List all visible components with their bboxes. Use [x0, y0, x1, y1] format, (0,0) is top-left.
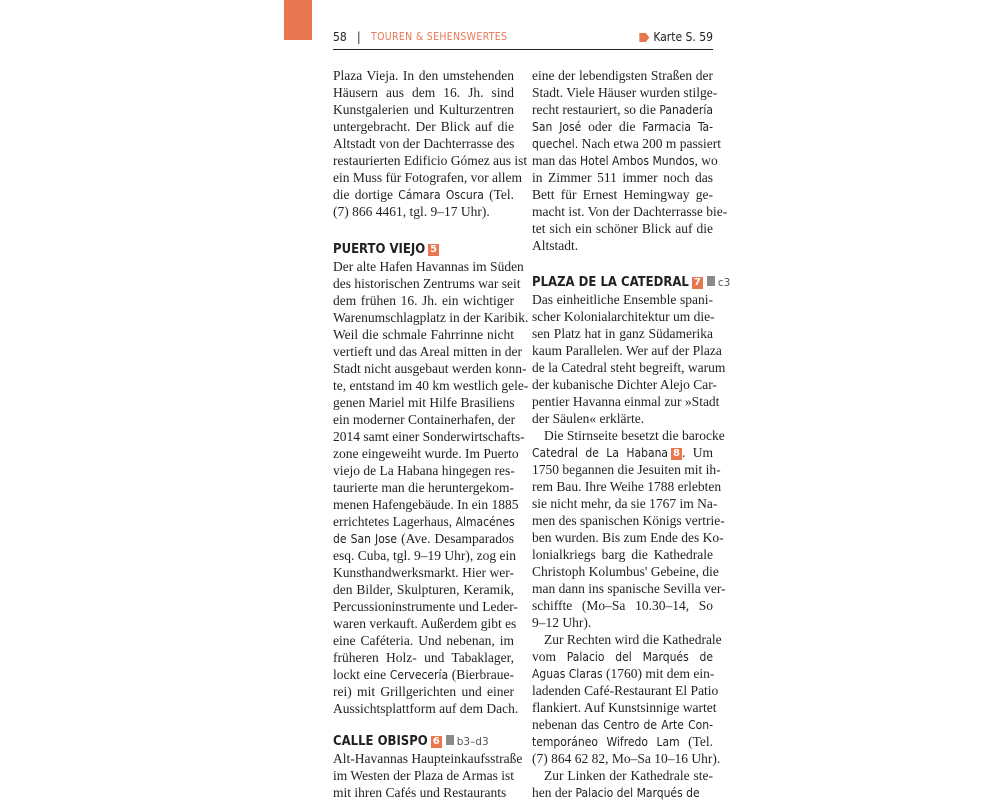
text-segment: 1750 begannen die Jesuiten mit ih-: [532, 462, 721, 477]
text-segment: 2014 samt einer Sonderwirtschafts-: [333, 429, 525, 444]
highlighted-place-name: Panadería: [659, 103, 713, 117]
text-segment: zone eingeweiht wurde. Im Puerto: [333, 446, 519, 461]
text-segment: Zur Linken der Kathedrale ste-: [544, 768, 713, 783]
highlighted-place-name: Farmacia Ta-: [642, 120, 714, 134]
text-segment: eine Caféteria. Und nebenan, im: [333, 633, 514, 648]
text-line: [532, 84, 718, 101]
text-line: [532, 376, 717, 393]
text-segment: recht restauriert, so die: [532, 102, 660, 117]
text-segment: früheren Holz- und Tabaklager,: [333, 650, 514, 665]
text-line: [532, 631, 722, 648]
highlighted-place-name: San José: [532, 120, 582, 134]
text-segment: mit ihren Cafés und Restaurants: [333, 785, 507, 800]
text-segment: Kunsthandwerksmarkt. Hier wer-: [333, 565, 514, 580]
highlighted-place-name: temporáneo Wifredo Lam: [532, 735, 680, 749]
text-line: [532, 308, 713, 325]
text-line: [532, 186, 713, 203]
text-segment: sen Platz hat in ganz Südamerika: [532, 326, 713, 341]
text-line: [333, 394, 514, 411]
text-line: [333, 186, 514, 203]
text-line: [532, 427, 725, 444]
text-line: [532, 152, 718, 169]
page-tab-marker: [284, 0, 312, 40]
text-line: [333, 101, 514, 118]
text-segment: Der alte Hafen Havannas im Süden: [333, 259, 524, 274]
text-line: [333, 169, 522, 186]
text-line: [333, 118, 514, 135]
highlighted-place-name: Cámara Oscura: [398, 188, 484, 202]
text-segment: restaurierten Edificio Gómez aus ist: [333, 153, 528, 168]
highlighted-place-name: Hotel Ambos Mundos: [580, 154, 695, 168]
page-number: 58: [333, 30, 347, 44]
text-segment: Aussichtsplattform auf dem Dach.: [333, 701, 519, 716]
text-segment: nebenan das: [532, 717, 604, 732]
text-segment: de la Catedral steht begreift, warum: [532, 360, 726, 375]
highlighted-place-name: Aguas Claras: [532, 667, 603, 681]
text-line: [532, 495, 718, 512]
text-segment: man dann ins spanische Sevilla ver-: [532, 581, 726, 596]
text-segment: Kunstgalerien und Kulturzentren: [333, 102, 514, 117]
text-segment: waren verkauft. Außerdem gibt es: [333, 616, 517, 631]
text-segment: scher Kolonialarchitektur um die-: [532, 309, 715, 324]
text-segment: kaum Parallelen. Wer auf der Plaza: [532, 343, 722, 358]
text-line: [333, 309, 529, 326]
text-line: [532, 461, 721, 478]
text-segment: hen der: [532, 785, 576, 800]
text-segment: Christoph Kolumbus' Gebeine, die: [532, 564, 719, 579]
text-line: [532, 648, 713, 665]
map-grid-reference: b3–d3: [456, 736, 489, 748]
text-segment: , wo: [694, 153, 718, 168]
text-line: [333, 683, 514, 700]
text-segment: Bett für Ernest Hemingway ge-: [532, 187, 713, 202]
map-reference-text: Karte S. 59: [653, 30, 713, 44]
text-segment: . Um: [682, 445, 714, 460]
text-line: [333, 479, 514, 496]
text-line: [532, 325, 713, 342]
text-segment: der kubanische Dichter Alejo Car-: [532, 377, 717, 392]
text-line: [333, 84, 514, 101]
calle-obispo-heading: [333, 733, 489, 750]
text-line: [333, 275, 521, 292]
text-line: [333, 530, 514, 547]
highlighted-place-name: Centro de Arte Con-: [603, 718, 713, 732]
text-segment: (7) 864 62 82, Mo–Sa 10–16 Uhr).: [532, 751, 721, 766]
text-segment: taurierte man die heruntergekom-: [333, 480, 514, 495]
text-segment: Percussioninstrumente und Leder-: [333, 599, 518, 614]
heading-title: PUERTO VIEJO: [333, 242, 426, 257]
text-line: [532, 699, 717, 716]
text-line: [532, 118, 713, 135]
text-line: [333, 428, 525, 445]
text-segment: (Tel.: [483, 187, 514, 202]
text-line: [333, 203, 514, 220]
text-segment: errichtetes Lagerhaus,: [333, 514, 456, 529]
text-line: [333, 343, 522, 360]
heading-title: PLAZA DE LA CATEDRAL: [532, 275, 689, 290]
text-line: [333, 750, 523, 767]
text-line: [333, 258, 524, 275]
text-segment: pentier Havanna einmal zur »Stadt: [532, 394, 720, 409]
text-line: [532, 529, 724, 546]
arrow-right-icon: [639, 33, 649, 42]
text-line: [532, 512, 725, 529]
text-segment: genen Mariel mit Hilfe Brasiliens: [333, 395, 515, 410]
text-segment: viejo de La Habana hingegen res-: [333, 463, 515, 478]
text-line: [333, 462, 514, 479]
text-segment: dem frühen 16. Jh. ein wichtiger: [333, 293, 514, 308]
section-title: TOUREN & SEHENSWERTES: [371, 31, 508, 43]
text-segment: Häusern aus dem 16. Jh. sind: [333, 85, 514, 100]
text-segment: ladenden Café-Restaurant El Patio: [532, 683, 719, 698]
location-badge: 5: [430, 244, 438, 255]
text-segment: rem Bau. Ihre Weihe 1788 erlebten: [532, 479, 722, 494]
text-line: [532, 359, 726, 376]
text-line: [532, 410, 713, 427]
highlighted-place-name: Almacénes: [455, 515, 515, 529]
text-segment: die dortige: [333, 187, 399, 202]
text-segment: 9–12 Uhr).: [532, 615, 592, 630]
text-line: [532, 716, 713, 733]
text-line: [532, 169, 713, 186]
text-line: [532, 563, 719, 580]
text-line: [532, 67, 713, 84]
text-line: [333, 632, 514, 649]
text-line: [532, 220, 713, 237]
text-segment: vom: [532, 649, 567, 664]
text-line: [333, 360, 527, 377]
text-line: [333, 615, 517, 632]
text-segment: vertieft und das Areal mitten in der: [333, 344, 522, 359]
text-segment: esq. Cuba, tgl. 9–19 Uhr), zog ein: [333, 548, 516, 563]
text-line: [333, 377, 529, 394]
text-line: [532, 682, 719, 699]
highlighted-place-name: Palacio del Marqués de: [575, 786, 700, 800]
text-segment: Plaza Vieja. In den umstehenden: [333, 68, 514, 83]
location-badge: 6: [432, 736, 440, 747]
text-segment: Stadt nicht ausgebaut werden konn-: [333, 361, 527, 376]
text-line: [333, 581, 514, 598]
text-line: [532, 597, 713, 614]
text-segment: Alt-Havannas Haupteinkaufsstraße: [333, 751, 523, 766]
text-segment: Weil die schmale Fahrrinne nicht: [333, 327, 514, 342]
text-line: [333, 666, 514, 683]
text-segment: macht ist. Von der Dachterrasse bie-: [532, 204, 728, 219]
highlighted-place-name: Catedral de La Habana: [532, 446, 669, 460]
text-segment: Stadt. Viele Häuser wurden stilge-: [532, 85, 718, 100]
text-segment: lockt eine: [333, 667, 390, 682]
text-line: [333, 326, 514, 343]
text-line: [333, 547, 514, 564]
text-segment: oder die: [581, 119, 643, 134]
highlighted-place-name: de San Jose: [333, 532, 398, 546]
text-line: [333, 649, 514, 666]
text-line: [333, 152, 528, 169]
text-line: [532, 203, 728, 220]
text-segment: (Tel.: [679, 734, 713, 749]
text-segment: te, entstand im 40 km westlich gele-: [333, 378, 529, 393]
location-badge: 7: [693, 277, 701, 288]
text-segment: schiffte (Mo–Sa 10.30–14, So: [532, 598, 713, 613]
text-segment: Nach etwa 200 m passiert: [578, 136, 722, 151]
text-segment: (7) 866 4461, tgl. 9–17 Uhr).: [333, 204, 490, 219]
highlighted-place-name: quechel.: [532, 137, 579, 151]
header-rule: [333, 49, 713, 50]
text-segment: in Zimmer 511 immer noch das: [532, 170, 713, 185]
text-segment: ben wurden. Bis zum Ende des Ko-: [532, 530, 724, 545]
text-segment: Altstadt von der Dachterrasse des: [333, 136, 515, 151]
highlighted-place-name: Palacio del Marqués de: [566, 650, 713, 664]
text-line: [532, 546, 713, 563]
text-line: [532, 393, 720, 410]
text-segment: des historischen Zentrums war seit: [333, 276, 521, 291]
text-segment: (Ave. Desamparados: [397, 531, 514, 546]
text-segment: lonialkriegs barg die Kathedrale: [532, 547, 713, 562]
text-line: [333, 67, 514, 84]
text-line: [532, 733, 713, 750]
text-segment: Das einheitliche Ensemble spani-: [532, 292, 713, 307]
text-segment: rei) mit Grillgerichten und einer: [333, 684, 514, 699]
text-segment: Die Stirnseite besetzt die barocke: [544, 428, 725, 443]
text-segment: der Säulen« erklärte.: [532, 411, 645, 426]
text-segment: (Bierbraue-: [448, 667, 514, 682]
text-line: [532, 101, 713, 118]
text-line: [333, 767, 514, 784]
text-segment: men des spanischen Königs vertrie-: [532, 513, 725, 528]
text-line: [532, 665, 713, 682]
text-segment: untergebracht. Der Blick auf die: [333, 119, 514, 134]
text-segment: (1760) mit dem ein-: [602, 666, 715, 681]
text-line: [532, 444, 713, 461]
text-line: [333, 496, 519, 513]
running-header: [333, 30, 713, 44]
text-segment: man das: [532, 153, 580, 168]
text-line: [532, 580, 726, 597]
text-segment: Warenumschlagplatz in der Karibik.: [333, 310, 529, 325]
text-line: [333, 411, 514, 428]
text-segment: eine der lebendigsten Straßen der: [532, 68, 713, 83]
text-line: [333, 135, 514, 152]
text-line: [532, 614, 713, 631]
text-segment: Altstadt.: [532, 238, 579, 253]
text-line: [333, 784, 514, 801]
text-line: [333, 564, 514, 581]
text-line: [333, 700, 519, 717]
map-book-icon: [446, 735, 454, 745]
text-segment: den Bilder, Skulpturen, Keramik,: [333, 582, 514, 597]
text-line: [532, 342, 722, 359]
highlighted-place-name: Cervecería: [389, 668, 449, 682]
text-line: [532, 237, 713, 254]
text-line: [532, 478, 722, 495]
text-segment: flankiert. Auf Kunstsinnige wartet: [532, 700, 717, 715]
text-segment: Zur Rechten wird die Kathedrale: [544, 632, 722, 647]
text-segment: tet sich ein schöner Blick auf die: [532, 221, 713, 236]
text-line: [333, 513, 514, 530]
header-separator: |: [357, 30, 361, 44]
text-line: [532, 135, 722, 152]
text-line: [333, 445, 519, 462]
plaza-catedral-heading: [532, 274, 730, 291]
map-grid-reference: c3: [717, 277, 731, 289]
heading-title: CALLE OBISPO: [333, 734, 428, 749]
map-reference: [639, 30, 713, 44]
text-segment: ein Muss für Fotografen, vor allem: [333, 170, 522, 185]
text-segment: sie nicht mehr, da sie 1767 im Na-: [532, 496, 718, 511]
map-book-icon: [707, 276, 715, 286]
text-line: [532, 767, 713, 784]
text-segment: menen Hafengebäude. In ein 1885: [333, 497, 519, 512]
text-segment: im Westen der Plaza de Armas ist: [333, 768, 514, 783]
text-line: [532, 291, 713, 308]
puerto-viejo-heading: [333, 241, 439, 258]
text-line: [532, 750, 721, 767]
text-line: [333, 598, 518, 615]
text-segment: ein moderner Containerhafen, der: [333, 412, 516, 427]
text-line: [532, 784, 713, 801]
location-badge: 8: [673, 448, 680, 459]
text-line: [333, 292, 514, 309]
